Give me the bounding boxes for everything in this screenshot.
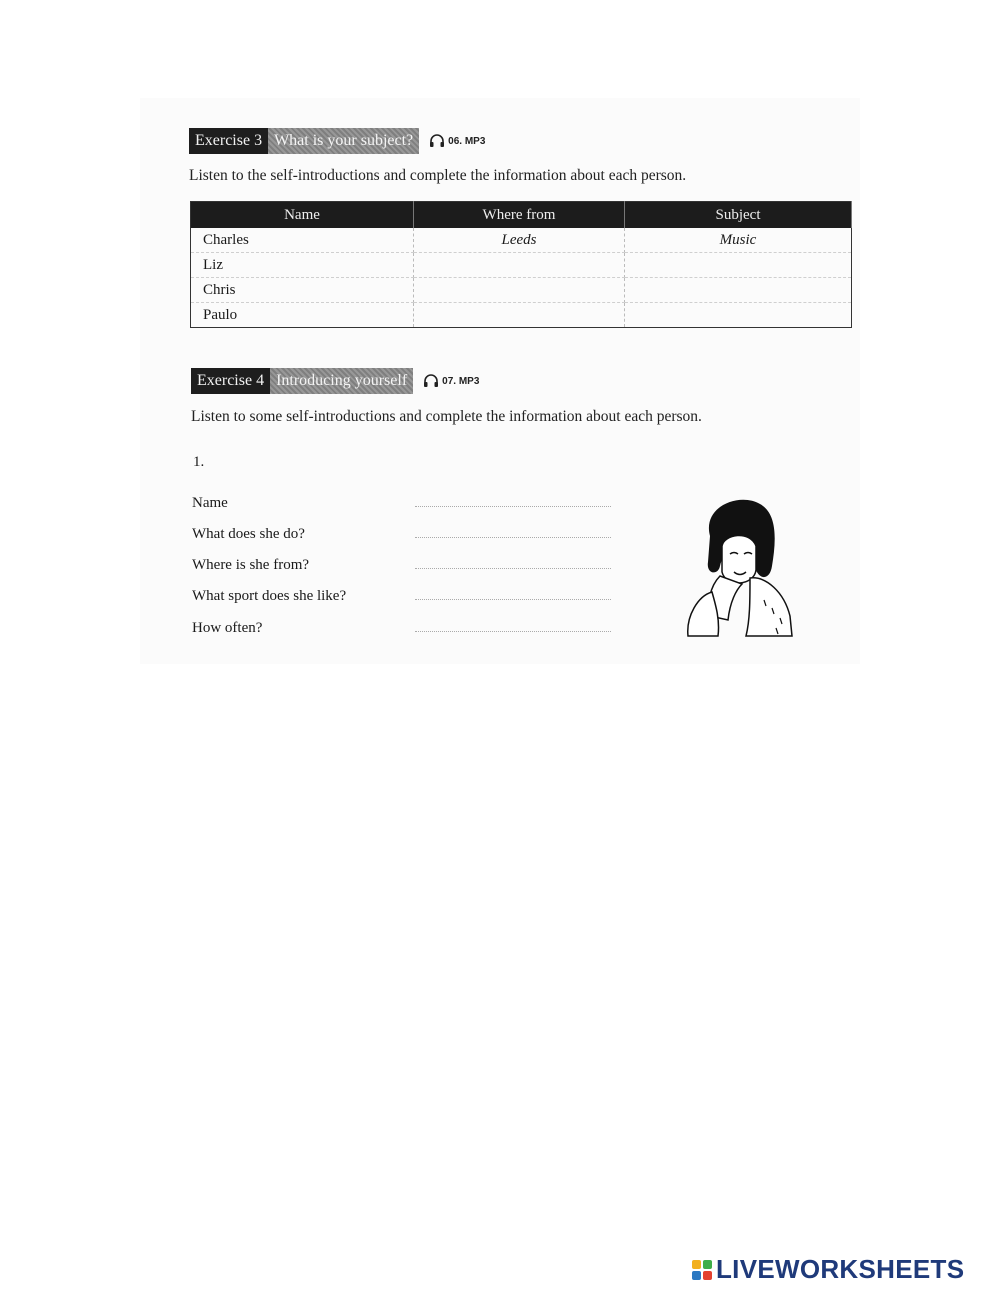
row-subject-input[interactable]	[625, 253, 852, 278]
woman-illustration	[680, 496, 802, 638]
table-header-row	[191, 202, 852, 229]
row-subject: Music	[625, 228, 852, 253]
answer-line-frequency[interactable]	[415, 631, 611, 632]
brand-text: LIVEWORKSHEETS	[716, 1254, 965, 1284]
exercise4-audio[interactable]	[423, 373, 479, 389]
exercise3-instruction: Listen to the self-introductions and complete the information about each person.	[189, 167, 687, 184]
question-origin: Where is she from?	[192, 557, 310, 573]
liveworksheets-logo	[692, 1254, 964, 1285]
row-subject-input[interactable]	[625, 303, 852, 328]
row-where-from: Leeds	[414, 228, 625, 253]
headphones-icon	[423, 373, 439, 389]
row-where-from-input[interactable]	[414, 278, 625, 303]
exercise4-audio-label: 07. MP3	[442, 375, 480, 387]
row-name: Liz	[191, 253, 414, 278]
answer-line-sport[interactable]	[415, 599, 611, 600]
table-row	[191, 253, 852, 278]
exercise3-number: Exercise 3	[189, 128, 268, 154]
answer-line-origin[interactable]	[415, 568, 611, 569]
header-name: Name	[191, 202, 414, 229]
table-row	[191, 278, 852, 303]
header-subject: Subject	[625, 202, 852, 229]
exercise3-audio-label: 06. MP3	[448, 135, 486, 147]
exercise3-header	[189, 128, 485, 154]
exercise4-number: Exercise 4	[191, 368, 270, 394]
exercise4-item-number: 1.	[193, 454, 205, 470]
header-where-from: Where from	[414, 202, 625, 229]
row-name: Paulo	[191, 303, 414, 328]
row-where-from-input[interactable]	[414, 303, 625, 328]
question-sport: What sport does she like?	[192, 588, 347, 604]
table-row	[191, 228, 852, 253]
exercise4-title: Introducing yourself	[270, 368, 413, 394]
exercise4-instruction: Listen to some self-introductions and complete the information about each person.	[191, 408, 702, 425]
row-name: Charles	[191, 228, 414, 253]
row-name: Chris	[191, 278, 414, 303]
answer-line-name[interactable]	[415, 506, 611, 507]
question-frequency: How often?	[192, 620, 263, 636]
exercise4-header	[191, 368, 479, 394]
question-job: What does she do?	[192, 526, 305, 542]
row-where-from-input[interactable]	[414, 253, 625, 278]
exercise3-table	[190, 201, 852, 328]
question-name: Name	[192, 495, 228, 511]
exercise3-audio[interactable]	[429, 133, 485, 149]
answer-line-job[interactable]	[415, 537, 611, 538]
exercise3-title: What is your subject?	[268, 128, 419, 154]
table-row	[191, 303, 852, 328]
row-subject-input[interactable]	[625, 278, 852, 303]
brand-grid-icon	[692, 1260, 712, 1280]
headphones-icon	[429, 133, 445, 149]
